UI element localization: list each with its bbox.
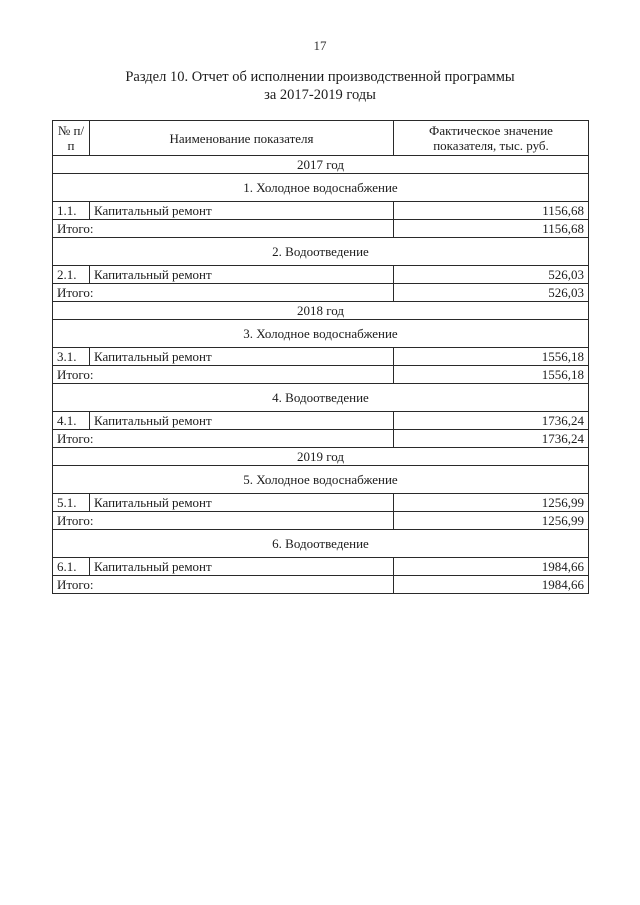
year-row (53, 448, 589, 466)
total-label: Итого: (53, 430, 394, 448)
report-table (52, 120, 589, 594)
item-name: Капитальный ремонт (90, 494, 394, 512)
section-title: 6. Водоотведение (53, 530, 589, 558)
item-name: Капитальный ремонт (90, 348, 394, 366)
header-number: № п/п (53, 121, 90, 156)
section-row (53, 466, 589, 494)
section-title: 4. Водоотведение (53, 384, 589, 412)
item-value: 1256,99 (394, 494, 589, 512)
year-label: 2017 год (53, 156, 589, 174)
year-row (53, 156, 589, 174)
section-title: 1. Холодное водоснабжение (53, 174, 589, 202)
title-line-1: Раздел 10. Отчет об исполнении производственной программы (125, 69, 515, 85)
page-number: 17 (313, 38, 327, 53)
header-indicator-name: Наименование показателя (90, 121, 394, 156)
item-name: Капитальный ремонт (90, 202, 394, 220)
total-value: 1556,18 (394, 366, 589, 384)
total-label: Итого: (53, 366, 394, 384)
item-value: 1736,24 (394, 412, 589, 430)
document-title (0, 68, 640, 104)
total-row (53, 366, 589, 384)
year-label: 2018 год (53, 302, 589, 320)
item-value: 1156,68 (394, 202, 589, 220)
section-row (53, 530, 589, 558)
total-value: 1984,66 (394, 576, 589, 594)
total-value: 526,03 (394, 284, 589, 302)
table-row (53, 266, 589, 284)
item-number: 1.1. (53, 202, 90, 220)
table-row (53, 494, 589, 512)
table-row (53, 202, 589, 220)
total-value: 1156,68 (394, 220, 589, 238)
total-label: Итого: (53, 576, 394, 594)
item-number: 4.1. (53, 412, 90, 430)
section-row (53, 238, 589, 266)
item-name: Капитальный ремонт (90, 558, 394, 576)
item-number: 3.1. (53, 348, 90, 366)
item-number: 6.1. (53, 558, 90, 576)
table-row (53, 348, 589, 366)
table-row (53, 558, 589, 576)
section-title: 5. Холодное водоснабжение (53, 466, 589, 494)
item-number: 5.1. (53, 494, 90, 512)
title-line-2: за 2017-2019 годы (264, 87, 376, 103)
section-row (53, 320, 589, 348)
total-row (53, 220, 589, 238)
total-label: Итого: (53, 512, 394, 530)
total-row (53, 512, 589, 530)
total-row (53, 430, 589, 448)
item-name: Капитальный ремонт (90, 412, 394, 430)
item-value: 1556,18 (394, 348, 589, 366)
year-label: 2019 год (53, 448, 589, 466)
total-label: Итого: (53, 284, 394, 302)
item-value: 526,03 (394, 266, 589, 284)
total-row (53, 576, 589, 594)
item-value: 1984,66 (394, 558, 589, 576)
total-value: 1256,99 (394, 512, 589, 530)
section-row (53, 174, 589, 202)
item-name: Капитальный ремонт (90, 266, 394, 284)
total-row (53, 284, 589, 302)
year-row (53, 302, 589, 320)
table-header-row (53, 121, 589, 156)
table-row (53, 412, 589, 430)
total-label: Итого: (53, 220, 394, 238)
section-title: 2. Водоотведение (53, 238, 589, 266)
header-actual-value: Фактическое значение показателя, тыс. руб. (394, 121, 589, 156)
item-number: 2.1. (53, 266, 90, 284)
total-value: 1736,24 (394, 430, 589, 448)
section-row (53, 384, 589, 412)
section-title: 3. Холодное водоснабжение (53, 320, 589, 348)
